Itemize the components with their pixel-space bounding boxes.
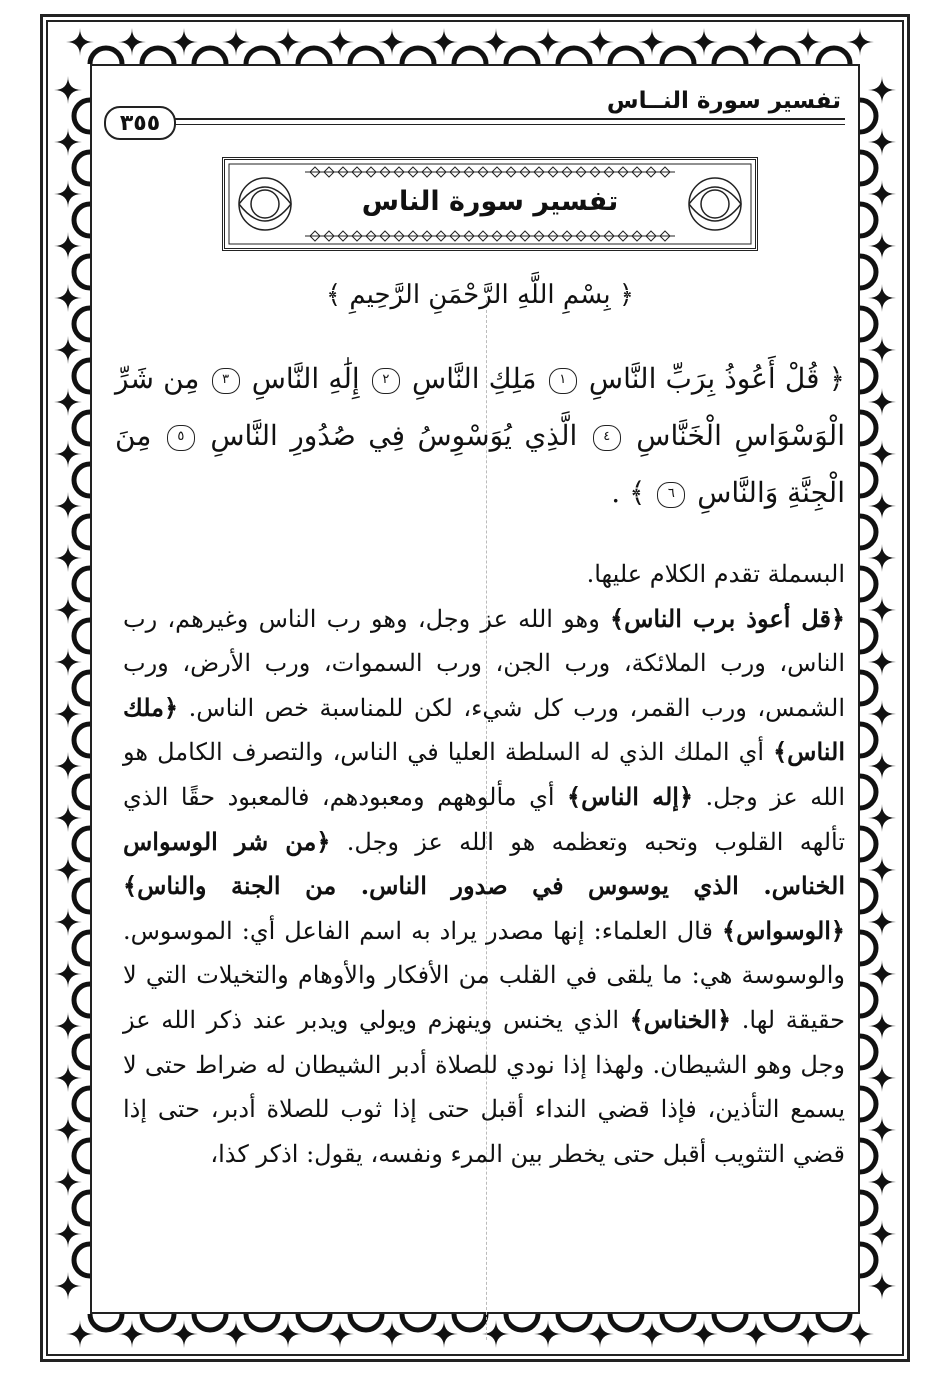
border-arc-ornament: [860, 932, 876, 964]
border-arc-ornament: [860, 464, 876, 496]
border-arc-ornament: [506, 48, 538, 64]
border-arc-ornament: [662, 48, 694, 64]
border-arc-ornament: [74, 152, 90, 184]
border-arc-ornament: [74, 776, 90, 808]
border-star-ornament: [794, 1320, 822, 1348]
verse-text: إِلَٰهِ النَّاسِ: [251, 362, 360, 395]
border-star-ornament: [690, 28, 718, 56]
border-star-ornament: [66, 1320, 94, 1348]
border-star-ornament: [54, 908, 82, 936]
border-arc-ornament: [860, 1140, 876, 1172]
border-arc-ornament: [860, 204, 876, 236]
border-arc-ornament: [90, 48, 122, 64]
border-arc-ornament: [142, 1314, 174, 1330]
border-arc-ornament: [860, 568, 876, 600]
page-number: ٣٥٥: [104, 106, 176, 140]
border-star-ornament: [170, 1320, 198, 1348]
border-arc-ornament: [74, 100, 90, 132]
border-star-ornament: [868, 544, 896, 572]
verse-text: مَلِكِ النَّاسِ: [412, 362, 537, 395]
body-text: قال العلماء: إنها مصدر يراد به اسم الفاعل أي: الموسوس. والوسوسة هي: ما يلقى في القلب من الأفكار والأوهام والتخيلات التي لا حقيقة لها.: [123, 916, 845, 1034]
border-arc-ornament: [860, 776, 876, 808]
border-star-ornament: [54, 1064, 82, 1092]
border-star-ornament: [868, 752, 896, 780]
border-arc-ornament: [454, 48, 486, 64]
verses-end: ﴾ .: [611, 476, 646, 509]
border-arc-ornament: [818, 1314, 850, 1330]
border-arc-ornament: [74, 412, 90, 444]
border-star-ornament: [742, 28, 770, 56]
border-star-ornament: [378, 1320, 406, 1348]
border-star-ornament: [868, 1064, 896, 1092]
border-arc-ornament: [74, 568, 90, 600]
border-star-ornament: [170, 28, 198, 56]
border-star-ornament: [430, 1320, 458, 1348]
border-arc-ornament: [860, 1192, 876, 1224]
border-arc-ornament: [298, 48, 330, 64]
border-star-ornament: [586, 28, 614, 56]
border-arc-ornament: [860, 880, 876, 912]
border-star-ornament: [222, 28, 250, 56]
border-arc-ornament: [860, 984, 876, 1016]
border-star-ornament: [54, 128, 82, 156]
body-text: الذي يخنس وينهزم ويولي ويدبر عند ذكر الله عز وجل وهو الشيطان. ولهذا إذا نودي للصلاة أدبر الشيطان له ضراط حتى لا يسمع التأذين، فإذا قضي النداء أقبل حتى إذا ثوب للصلاة أدبر، حتى إذا قضي التثويب أقبل حتى يخطر بين المرء ونفسه، يقول: اذكر كذا،: [123, 1005, 845, 1168]
border-arc-ornament: [766, 1314, 798, 1330]
border-star-ornament: [326, 1320, 354, 1348]
border-arc-ornament: [662, 1314, 694, 1330]
border-arc-ornament: [74, 1088, 90, 1120]
border-star-ornament: [868, 388, 896, 416]
border-star-ornament: [868, 648, 896, 676]
border-arc-ornament: [74, 204, 90, 236]
border-star-ornament: [54, 388, 82, 416]
border-star-ornament: [54, 700, 82, 728]
border-arc-ornament: [74, 880, 90, 912]
border-star-ornament: [222, 1320, 250, 1348]
quoted-verse: ﴿الوسواس﴾: [722, 915, 845, 945]
border-arc-ornament: [714, 48, 746, 64]
border-arc-ornament: [74, 1244, 90, 1276]
border-arc-ornament: [402, 1314, 434, 1330]
quoted-verse: ﴿إله الناس﴾: [567, 781, 694, 811]
border-arc-ornament: [74, 1192, 90, 1224]
border-star-ornament: [54, 1116, 82, 1144]
border-star-ornament: [54, 752, 82, 780]
border-star-ornament: [868, 908, 896, 936]
border-star-ornament: [868, 856, 896, 884]
border-star-ornament: [54, 1220, 82, 1248]
border-arc-ornament: [74, 360, 90, 392]
paragraph: البسملة تقدم الكلام عليها.: [586, 560, 845, 588]
border-star-ornament: [868, 596, 896, 624]
border-arc-ornament: [860, 724, 876, 756]
commentary-body: [123, 552, 845, 1176]
body-text: أي مألوههم ومعبودهم، فالمعبود حقًا الذي تألهه القلوب وتحبه وتعظمه هو الله عز وجل.: [123, 782, 845, 856]
border-arc-ornament: [74, 464, 90, 496]
border-arc-ornament: [402, 48, 434, 64]
border-arc-ornament: [194, 48, 226, 64]
verse-text: الَّذِي يُوَسْوِسُ فِي صُدُورِ النَّاسِ: [210, 419, 578, 452]
body-text: أي الملك الذي له السلطة العليا في الناس، والتصرف الكامل هو الله عز وجل.: [123, 738, 845, 811]
border-star-ornament: [846, 28, 874, 56]
page-title: تفسير سورة الناس: [361, 186, 619, 217]
border-arc-ornament: [142, 48, 174, 64]
verse-number: ٣: [212, 368, 240, 394]
border-arc-ornament: [74, 724, 90, 756]
quoted-verse: ﴿الخناس﴾: [629, 1004, 732, 1034]
border-arc-ornament: [350, 48, 382, 64]
border-arc-ornament: [766, 48, 798, 64]
border-arc-ornament: [860, 516, 876, 548]
border-star-ornament: [66, 28, 94, 56]
border-star-ornament: [868, 336, 896, 364]
header-rule-thin: [170, 124, 845, 125]
border-arc-ornament: [860, 308, 876, 340]
border-star-ornament: [868, 804, 896, 832]
quoted-verse: ﴿ملك الناس﴾: [123, 692, 845, 767]
border-arc-ornament: [860, 412, 876, 444]
border-arc-ornament: [818, 48, 850, 64]
border-star-ornament: [846, 1320, 874, 1348]
border-arc-ornament: [454, 1314, 486, 1330]
border-star-ornament: [868, 1272, 896, 1300]
verse-text: ﴿ قُلْ أَعُوذُ بِرَبِّ النَّاسِ: [588, 362, 846, 395]
border-arc-ornament: [74, 672, 90, 704]
border-star-ornament: [274, 28, 302, 56]
paragraph: [123, 597, 845, 1177]
border-star-ornament: [638, 28, 666, 56]
border-star-ornament: [54, 960, 82, 988]
border-arc-ornament: [74, 828, 90, 860]
border-star-ornament: [54, 544, 82, 572]
border-arc-ornament: [714, 1314, 746, 1330]
border-star-ornament: [742, 1320, 770, 1348]
verse-number: ٥: [167, 425, 195, 451]
border-arc-ornament: [610, 1314, 642, 1330]
quran-verses: [115, 350, 845, 521]
border-star-ornament: [274, 1320, 302, 1348]
header-rule: [170, 118, 845, 120]
border-star-ornament: [868, 180, 896, 208]
border-arc-ornament: [74, 256, 90, 288]
border-arc-ornament: [860, 256, 876, 288]
border-star-ornament: [54, 1272, 82, 1300]
body-text: وهو الله عز وجل، وهو رب الناس وغيرهم، رب الناس، ورب الملائكة، ورب الجن، ورب السموات، ورب الأرض، ورب الشمس، ورب القمر، ورب كل شيء، لكن للمناسبة خص الناس.: [123, 604, 845, 722]
border-arc-ornament: [350, 1314, 382, 1330]
border-star-ornament: [430, 28, 458, 56]
border-star-ornament: [868, 284, 896, 312]
running-head: تفسير سورة النــاس: [606, 88, 841, 114]
border-star-ornament: [54, 76, 82, 104]
border-arc-ornament: [860, 620, 876, 652]
border-arc-ornament: [74, 1036, 90, 1068]
border-star-ornament: [868, 1116, 896, 1144]
border-arc-ornament: [74, 984, 90, 1016]
border-arc-ornament: [298, 1314, 330, 1330]
verse-number: ١: [549, 368, 577, 394]
border-arc-ornament: [860, 672, 876, 704]
border-star-ornament: [378, 28, 406, 56]
border-star-ornament: [54, 180, 82, 208]
verse-text: مِن شَرِّ الْوَسْوَاسِ الْخَنَّاسِ: [115, 362, 845, 452]
border-star-ornament: [868, 700, 896, 728]
border-star-ornament: [868, 440, 896, 468]
border-arc-ornament: [860, 1088, 876, 1120]
border-star-ornament: [54, 648, 82, 676]
border-arc-ornament: [246, 48, 278, 64]
border-star-ornament: [690, 1320, 718, 1348]
border-star-ornament: [868, 232, 896, 260]
border-arc-ornament: [74, 308, 90, 340]
border-arc-ornament: [74, 1140, 90, 1172]
border-arc-ornament: [194, 1314, 226, 1330]
border-star-ornament: [794, 28, 822, 56]
border-star-ornament: [54, 492, 82, 520]
border-star-ornament: [482, 28, 510, 56]
border-star-ornament: [54, 440, 82, 468]
border-star-ornament: [868, 1220, 896, 1248]
border-arc-ornament: [610, 48, 642, 64]
border-arc-ornament: [74, 516, 90, 548]
border-star-ornament: [586, 1320, 614, 1348]
border-arc-ornament: [558, 48, 590, 64]
border-arc-ornament: [860, 1036, 876, 1068]
border-star-ornament: [638, 1320, 666, 1348]
border-arc-ornament: [74, 932, 90, 964]
border-arc-ornament: [506, 1314, 538, 1330]
border-star-ornament: [534, 28, 562, 56]
verse-number: ٦: [657, 482, 685, 508]
border-arc-ornament: [860, 100, 876, 132]
border-arc-ornament: [90, 1314, 122, 1330]
border-star-ornament: [118, 28, 146, 56]
border-arc-ornament: [860, 360, 876, 392]
border-star-ornament: [868, 1168, 896, 1196]
border-arc-ornament: [74, 620, 90, 652]
verse-text: مِنَ الْجِنَّةِ وَالنَّاسِ: [115, 419, 845, 509]
border-star-ornament: [54, 1168, 82, 1196]
border-star-ornament: [54, 284, 82, 312]
basmala: ﴿ بِسْمِ اللَّهِ الرَّحْمَنِ الرَّحِيمِ ﴾: [325, 280, 635, 310]
border-star-ornament: [54, 596, 82, 624]
border-star-ornament: [868, 492, 896, 520]
border-star-ornament: [118, 1320, 146, 1348]
border-star-ornament: [54, 1012, 82, 1040]
border-star-ornament: [54, 804, 82, 832]
border-arc-ornament: [246, 1314, 278, 1330]
border-star-ornament: [868, 1012, 896, 1040]
border-arc-ornament: [860, 828, 876, 860]
quoted-verse: ﴿قل أعوذ برب الناس﴾: [610, 603, 845, 633]
border-star-ornament: [54, 856, 82, 884]
border-arc-ornament: [860, 1244, 876, 1276]
border-arc-ornament: [558, 1314, 590, 1330]
verse-number: ٤: [593, 425, 621, 451]
border-star-ornament: [868, 960, 896, 988]
border-star-ornament: [868, 76, 896, 104]
border-star-ornament: [326, 28, 354, 56]
quoted-verse: ﴿من شر الوسواس الخناس. الذي يوسوس في صدور الناس. من الجنة والناس﴾: [123, 826, 845, 901]
border-star-ornament: [54, 232, 82, 260]
border-star-ornament: [868, 128, 896, 156]
border-arc-ornament: [860, 152, 876, 184]
verse-number: ٢: [372, 368, 400, 394]
border-star-ornament: [54, 336, 82, 364]
border-star-ornament: [534, 1320, 562, 1348]
